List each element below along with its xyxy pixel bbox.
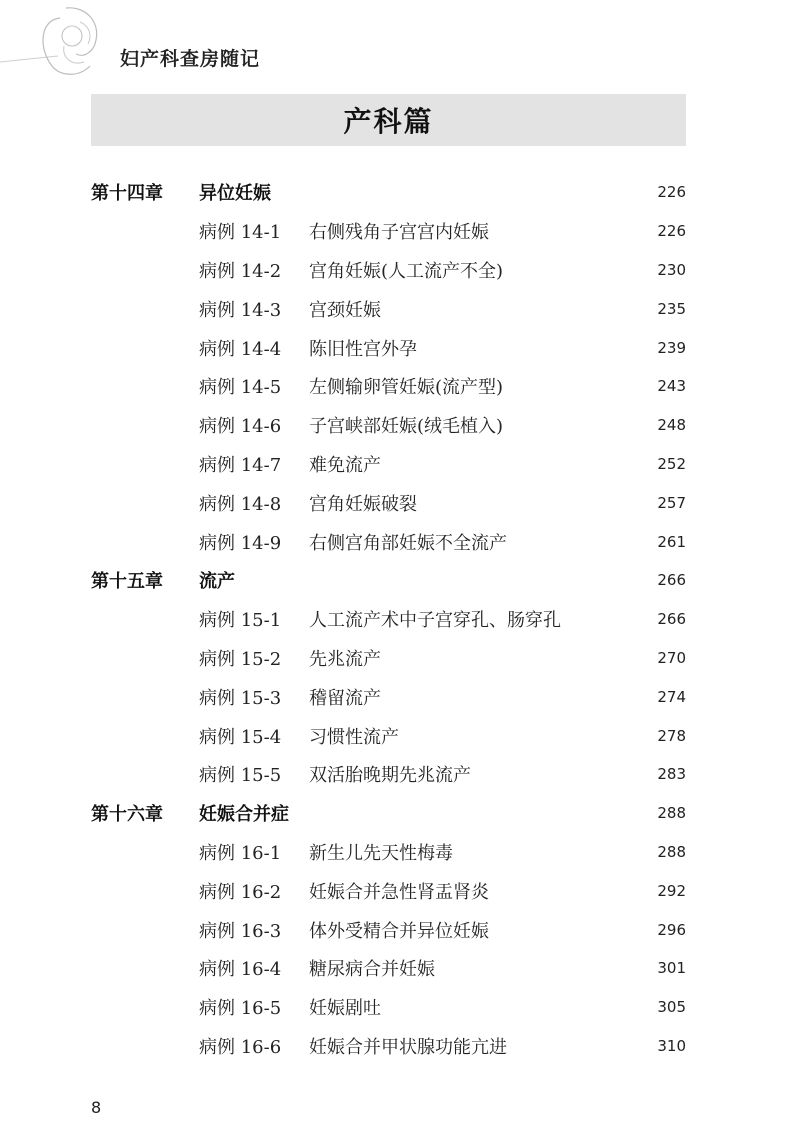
case-number: 病例 15-5	[199, 765, 282, 787]
toc-case-row[interactable]	[91, 716, 686, 755]
case-number: 病例 16-3	[199, 920, 282, 942]
toc-case-row[interactable]	[91, 600, 686, 639]
case-title: 子宫峡部妊娠(绒毛植入)	[309, 416, 504, 438]
toc-case-row[interactable]	[91, 445, 686, 484]
case-number: 病例 16-1	[199, 842, 282, 864]
case-number: 病例 16-5	[199, 998, 282, 1020]
toc-case-row[interactable]	[91, 639, 686, 678]
case-page-number: 296	[657, 920, 686, 939]
toc-case-row[interactable]	[91, 1027, 686, 1066]
case-title: 右侧宫角部妊娠不全流产	[309, 532, 507, 554]
section-banner	[91, 94, 686, 146]
toc-case-row[interactable]	[91, 251, 686, 290]
chapter-number: 第十六章	[91, 804, 163, 826]
case-number: 病例 14-7	[199, 454, 282, 476]
case-title: 体外受精合并异位妊娠	[309, 920, 489, 942]
case-title: 新生儿先天性梅毒	[309, 842, 453, 864]
case-page-number: 301	[657, 959, 686, 978]
book-title: 妇产科查房随记	[120, 48, 261, 70]
case-page-number: 283	[657, 765, 686, 784]
toc-case-row[interactable]	[91, 328, 686, 367]
case-title: 陈旧性宫外孕	[309, 338, 417, 360]
case-page-number: 235	[657, 299, 686, 318]
case-title: 宫角妊娠破裂	[309, 493, 417, 515]
case-number: 病例 14-1	[199, 222, 282, 244]
toc-case-row[interactable]	[91, 949, 686, 988]
toc-case-row[interactable]	[91, 483, 686, 522]
chapter-title: 异位妊娠	[199, 183, 271, 205]
case-number: 病例 15-2	[199, 648, 282, 670]
toc-chapter-row[interactable]	[91, 794, 686, 833]
case-title: 妊娠剧吐	[309, 998, 381, 1020]
toc-case-row[interactable]	[91, 406, 686, 445]
table-of-contents	[91, 173, 686, 1065]
toc-case-row[interactable]	[91, 289, 686, 328]
toc-case-row[interactable]	[91, 212, 686, 251]
chapter-page-number: 288	[657, 804, 686, 823]
case-page-number: 266	[657, 610, 686, 629]
case-page-number: 226	[657, 222, 686, 241]
case-number: 病例 14-3	[199, 299, 282, 321]
case-title: 习惯性流产	[309, 726, 399, 748]
toc-case-row[interactable]	[91, 755, 686, 794]
chapter-page-number: 226	[657, 183, 686, 202]
case-title: 宫颈妊娠	[309, 299, 381, 321]
case-number: 病例 15-1	[199, 610, 282, 632]
case-number: 病例 14-9	[199, 532, 282, 554]
case-page-number: 261	[657, 532, 686, 551]
page-number: 8	[91, 1098, 102, 1117]
case-number: 病例 15-3	[199, 687, 282, 709]
case-number: 病例 14-2	[199, 260, 282, 282]
chapter-title: 妊娠合并症	[199, 804, 289, 826]
case-number: 病例 14-8	[199, 493, 282, 515]
case-title: 先兆流产	[309, 648, 381, 670]
case-page-number: 230	[657, 260, 686, 279]
case-page-number: 257	[657, 493, 686, 512]
case-page-number: 243	[657, 377, 686, 396]
case-page-number: 292	[657, 881, 686, 900]
case-title: 人工流产术中子宫穿孔、肠穿孔	[309, 610, 561, 632]
case-number: 病例 14-6	[199, 416, 282, 438]
case-page-number: 248	[657, 416, 686, 435]
case-title: 双活胎晚期先兆流产	[309, 765, 471, 787]
case-title: 右侧残角子宫宫内妊娠	[309, 222, 489, 244]
case-page-number: 252	[657, 454, 686, 473]
toc-case-row[interactable]	[91, 988, 686, 1027]
chapter-number: 第十五章	[91, 571, 163, 593]
mother-baby-line-art-icon	[0, 0, 130, 90]
toc-case-row[interactable]	[91, 367, 686, 406]
case-page-number: 310	[657, 1036, 686, 1055]
toc-chapter-row[interactable]	[91, 561, 686, 600]
case-title: 左侧输卵管妊娠(流产型)	[309, 377, 504, 399]
case-page-number: 305	[657, 998, 686, 1017]
case-title: 妊娠合并甲状腺功能亢进	[309, 1036, 507, 1058]
case-page-number: 239	[657, 338, 686, 357]
case-title: 稽留流产	[309, 687, 381, 709]
case-title: 糖尿病合并妊娠	[309, 959, 435, 981]
case-title: 难免流产	[309, 454, 381, 476]
toc-case-row[interactable]	[91, 522, 686, 561]
case-number: 病例 15-4	[199, 726, 282, 748]
case-title: 妊娠合并急性肾盂肾炎	[309, 881, 489, 903]
case-page-number: 270	[657, 648, 686, 667]
case-page-number: 274	[657, 687, 686, 706]
case-page-number: 288	[657, 842, 686, 861]
case-number: 病例 16-6	[199, 1036, 282, 1058]
case-number: 病例 16-2	[199, 881, 282, 903]
case-number: 病例 16-4	[199, 959, 282, 981]
chapter-number: 第十四章	[91, 183, 163, 205]
toc-case-row[interactable]	[91, 677, 686, 716]
case-title: 宫角妊娠(人工流产不全)	[309, 260, 504, 282]
case-number: 病例 14-4	[199, 338, 282, 360]
toc-case-row[interactable]	[91, 871, 686, 910]
chapter-title: 流产	[199, 571, 235, 593]
toc-chapter-row[interactable]	[91, 173, 686, 212]
case-page-number: 278	[657, 726, 686, 745]
toc-case-row[interactable]	[91, 910, 686, 949]
section-title: 产科篇	[343, 105, 434, 138]
case-number: 病例 14-5	[199, 377, 282, 399]
chapter-page-number: 266	[657, 571, 686, 590]
toc-case-row[interactable]	[91, 833, 686, 872]
